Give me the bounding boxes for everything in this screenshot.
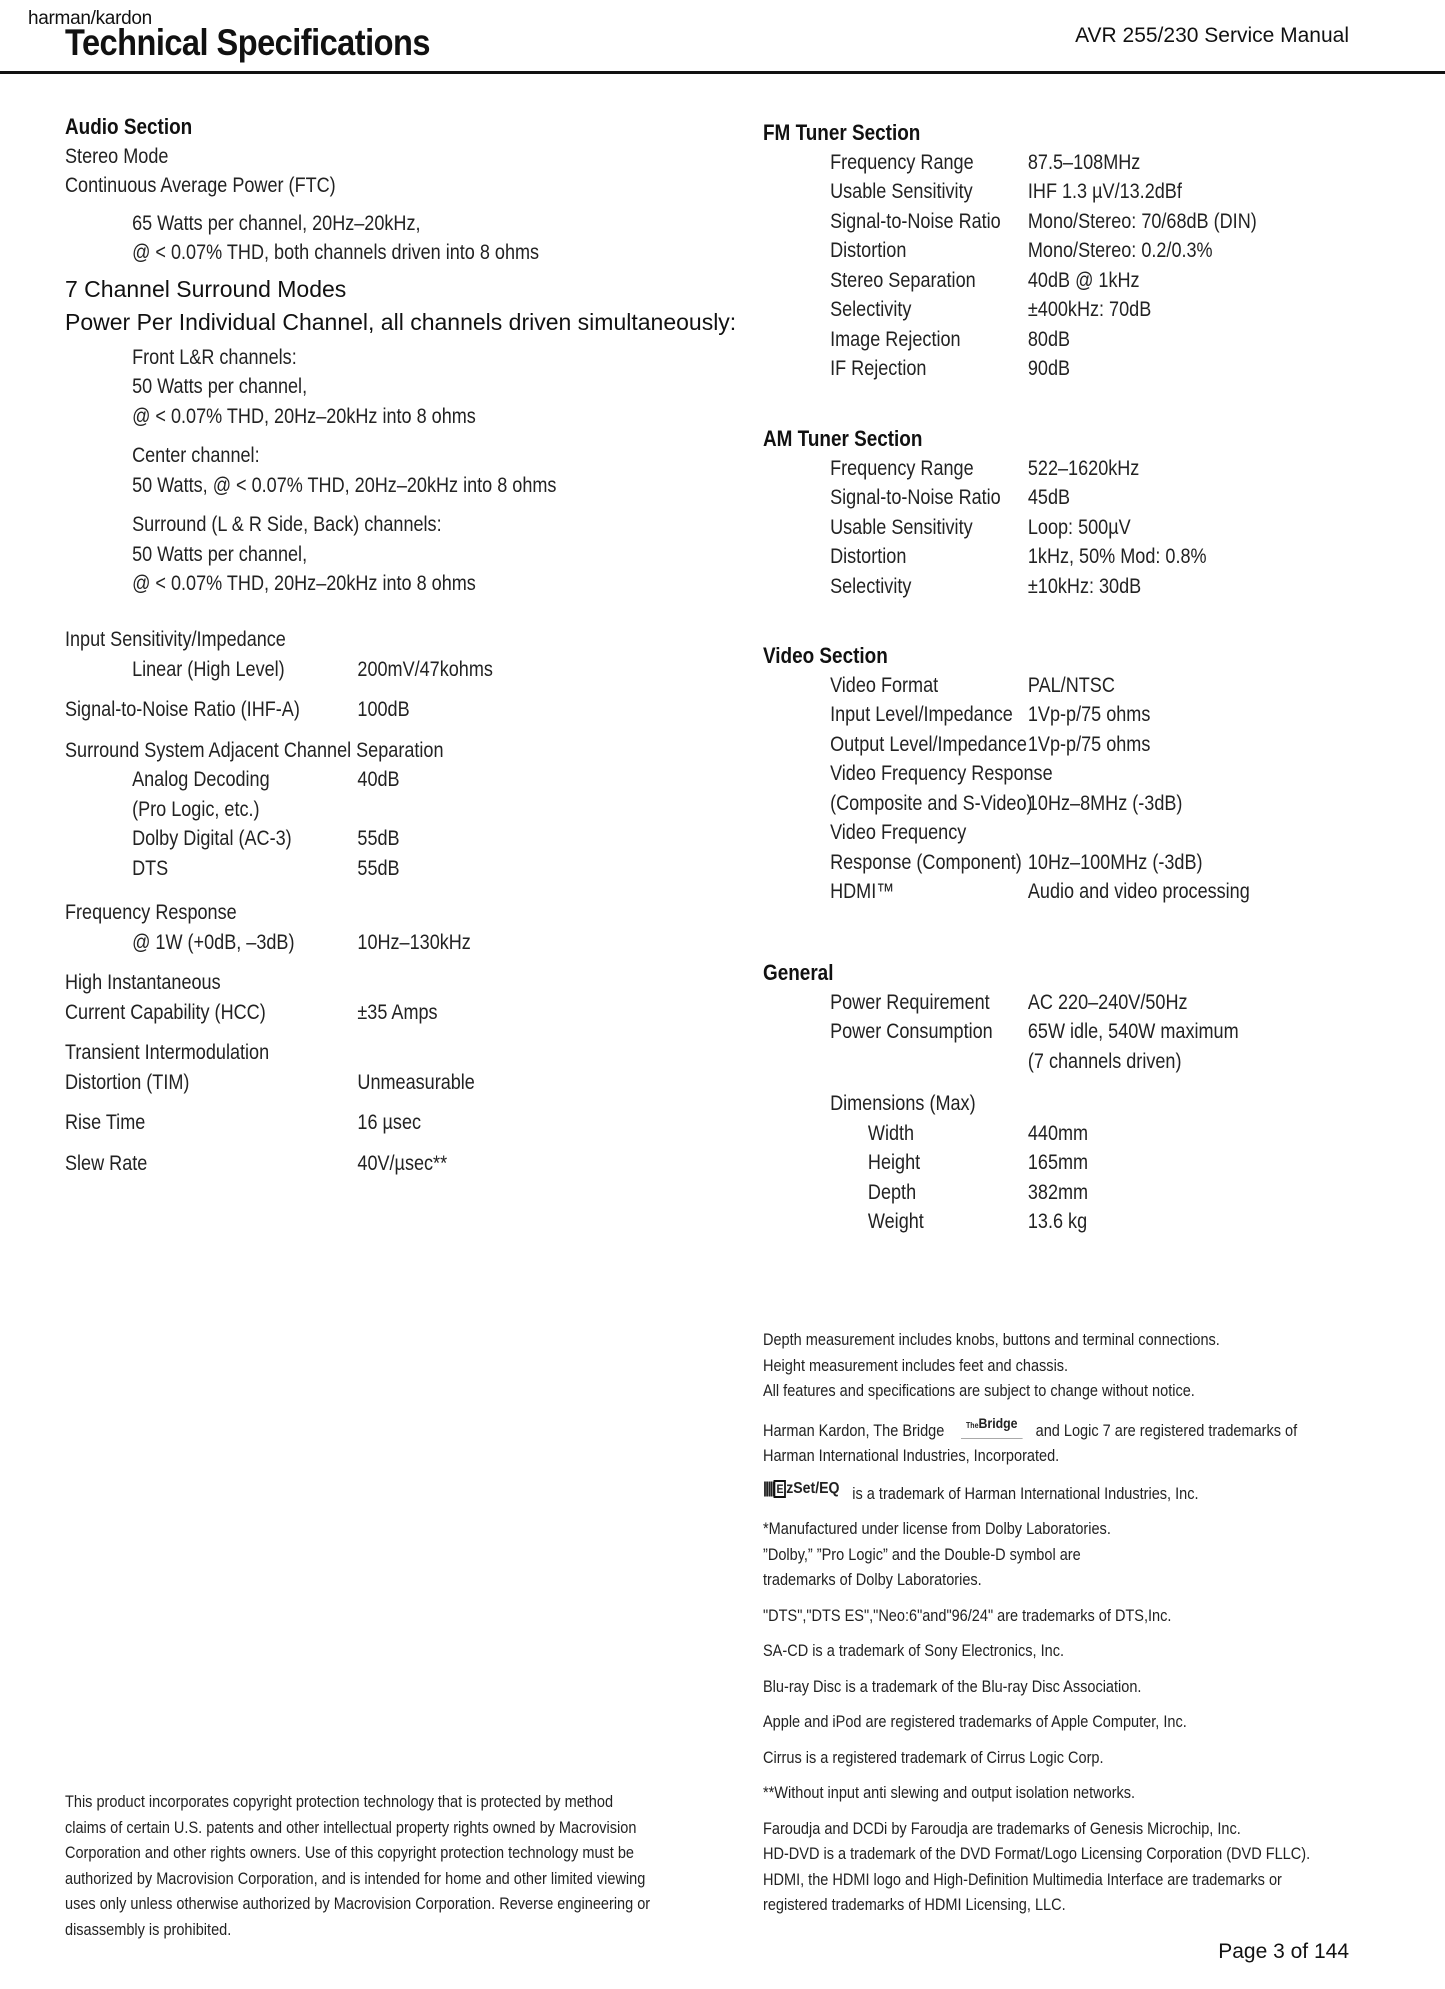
spec-row: Weight 13.6 kg [867, 1210, 1088, 1233]
stereo-power-line-2: @ < 0.07% THD, both channels driven into 8 ohms [132, 241, 540, 264]
note-sacd: SA-CD is a trademark of Sony Electronics, Inc. [763, 1642, 1065, 1660]
spec-row: Image Rejection 80dB [830, 327, 1071, 351]
bridge-logo-icon: TheBridge [961, 1411, 1023, 1440]
spec-row: Video Frequency [830, 821, 967, 844]
footnotes [763, 1328, 1423, 1919]
spec-row: HDMI™ Audio and video processing [830, 880, 1250, 903]
stereo-mode: Stereo Mode [65, 144, 169, 168]
note-dolby-3: trademarks of Dolby Laboratories. [763, 1571, 982, 1589]
note-bridge: Harman Kardon, The Bridge TheBridge and Logic 7 are registered trademarks of [763, 1411, 1344, 1445]
fm-heading: FM Tuner Section [763, 120, 921, 145]
spec-row: Usable Sensitivity Loop: 500µV [830, 515, 1131, 539]
spec-row: Signal-to-Noise Ratio Mono/Stereo: 70/68dB (DIN) [830, 209, 1257, 233]
spec-row: Selectivity ±10kHz: 30dB [830, 574, 1142, 598]
surround-heading: 7 Channel Surround Modes [65, 275, 347, 302]
page-number: Page 3 of 144 [1218, 1940, 1349, 1963]
note-bridge-line-2: Harman International Industries, Incorporated. [763, 1447, 1060, 1465]
center-line-1: Center channel: [132, 444, 260, 467]
header-divider [0, 71, 1445, 74]
spec-row: Selectivity ±400kHz: 70dB [830, 298, 1152, 321]
note-apple: Apple and iPod are registered trademarks of Apple Computer, Inc. [763, 1713, 1187, 1731]
fm-tuner-section [763, 118, 1413, 384]
stereo-power-line-1: 65 Watts per channel, 20Hz–20kHz, [132, 211, 421, 235]
general-section [763, 958, 1413, 1237]
spec-row: Distortion 1kHz, 50% Mod: 0.8% [830, 545, 1207, 568]
spec-row: Linear (High Level) 200mV/47kohms [132, 657, 493, 681]
spec-row: Dimensions (Max) [830, 1092, 976, 1115]
spec-row: (Pro Logic, etc.) [132, 797, 260, 821]
tim-line-1: Transient Intermodulation [65, 1041, 270, 1064]
center-line-2: 50 Watts, @ < 0.07% THD, 20Hz–20kHz into 8 ohms [132, 473, 557, 497]
manual-title: AVR 255/230 Service Manual [1075, 24, 1349, 47]
surround-line-2: 50 Watts per channel, [132, 542, 308, 566]
audio-heading: Audio Section [65, 114, 193, 139]
note-ezset: ||||| E zSet/EQ is a trademark of Harman International Industries, Inc. [763, 1476, 1344, 1508]
channel-separation: Surround System Adjacent Channel Separation [65, 738, 444, 762]
surround-subheading: Power Per Individual Channel, all channels driven simultaneously: [65, 308, 737, 335]
front-line-1: Front L&R channels: [132, 345, 297, 369]
note-dolby-2: ”Dolby,” ”Pro Logic” and the Double-D symbol are [763, 1545, 1081, 1564]
note-depth: Depth measurement includes knobs, buttons and terminal connections. [763, 1331, 1220, 1349]
spec-row: Current Capability (HCC) ±35 Amps [65, 1000, 438, 1024]
brand-name: harman/kardon [28, 8, 152, 29]
surround-line-1: Surround (L & R Side, Back) channels: [132, 513, 442, 536]
spec-row: Analog Decoding 40dB [132, 768, 400, 791]
note-dolby-1: *Manufactured under license from Dolby Laboratories. [763, 1520, 1111, 1538]
spec-row: Distortion (TIM) Unmeasurable [65, 1070, 475, 1094]
audio-section [65, 112, 765, 599]
note-cirrus: Cirrus is a registered trademark of Cirrus Logic Corp. [763, 1748, 1104, 1767]
note-hdmi-1: HDMI, the HDMI logo and High-Definition Multimedia Interface are trademarks or [763, 1870, 1282, 1889]
spec-row: Usable Sensitivity IHF 1.3 µV/13.2dBf [830, 180, 1182, 203]
spec-row: Output Level/Impedance 1Vp-p/75 ohms [830, 732, 1151, 756]
spec-row: Height 165mm [867, 1151, 1089, 1174]
hcc-line-1: High Instantaneous [65, 971, 221, 994]
spec-row: Depth 382mm [867, 1180, 1089, 1204]
note-hdmi-2: registered trademarks of HDMI Licensing, LLC. [763, 1896, 1066, 1914]
note-bluray: Blu-ray Disc is a trademark of the Blu-ray Disc Association. [763, 1677, 1142, 1696]
spec-row: @ 1W (+0dB, –3dB) 10Hz–130kHz [132, 930, 471, 954]
front-line-2: 50 Watts per channel, [132, 375, 308, 398]
video-section [763, 641, 1413, 907]
spec-row: Frequency Range 522–1620kHz [830, 456, 1140, 480]
surround-line-3: @ < 0.07% THD, 20Hz–20kHz into 8 ohms [132, 572, 476, 595]
frequency-response: Frequency Response [65, 901, 237, 924]
ezset-logo-icon: ||||| E zSet/EQ [763, 1479, 840, 1497]
spec-row: Slew Rate 40V/µsec** [65, 1151, 448, 1175]
spec-row: Distortion Mono/Stereo: 0.2/0.3% [830, 239, 1213, 262]
spec-row: Stereo Separation 40dB @ 1kHz [830, 268, 1140, 292]
spec-row: Signal-to-Noise Ratio 45dB [830, 486, 1071, 509]
spec-row: Input Level/Impedance 1Vp-p/75 ohms [830, 703, 1151, 726]
video-heading: Video Section [763, 643, 888, 668]
spec-row: Video Format PAL/NTSC [830, 673, 1115, 697]
spec-row: Video Frequency Response [830, 762, 1053, 785]
macrovision-notice: This product incorporates copyright protection technology that is protected by method claims of certain U.S. patents and other intellectual property rights owned by Macrovision Corporation and other rights owners. Use of this copyright protection technology must be authorized by Macrovision Corporation, and is intended for home and other limited viewing uses only unless otherwise authorized by Macrovision Corporation. Reverse engineering or disassembly is prohibited. [65, 1793, 651, 1939]
note-dts: "DTS","DTS ES","Neo:6"and"96/24" are trademarks of DTS,Inc. [763, 1606, 1172, 1625]
continuous-power: Continuous Average Power (FTC) [65, 174, 336, 197]
spec-row: DTS 55dB [132, 856, 400, 880]
am-tuner-section [763, 424, 1413, 601]
spec-row: Power Consumption 65W idle, 540W maximum [830, 1020, 1239, 1043]
spec-row: Dolby Digital (AC-3) 55dB [132, 827, 400, 850]
page-title: Technical Specifications [65, 22, 430, 63]
front-line-3: @ < 0.07% THD, 20Hz–20kHz into 8 ohms [132, 404, 476, 428]
spec-row: IF Rejection 90dB [830, 357, 1071, 380]
spec-row: Frequency Range 87.5–108MHz [830, 150, 1141, 174]
note-change: All features and specifications are subject to change without notice. [763, 1382, 1195, 1400]
spec-row: Rise Time 16 µsec [65, 1111, 422, 1134]
spec-row: Response (Component) 10Hz–100MHz (-3dB) [830, 850, 1203, 874]
general-heading: General [763, 960, 834, 985]
spec-row: (7 channels driven) [1027, 1049, 1182, 1073]
am-heading: AM Tuner Section [763, 426, 923, 451]
spec-row: Power Requirement AC 220–240V/50Hz [830, 990, 1188, 1014]
note-hddvd: HD-DVD is a trademark of the DVD Format/Logo Licensing Corporation (DVD FLLC). [763, 1845, 1311, 1863]
spec-row: Width 440mm [867, 1121, 1089, 1145]
audio-specs-table [65, 625, 765, 1178]
spec-row: (Composite and S-Video) 10Hz–8MHz (-3dB) [830, 791, 1183, 815]
note-height: Height measurement includes feet and chassis. [763, 1356, 1069, 1375]
spec-row: Signal-to-Noise Ratio (IHF-A) 100dB [65, 698, 410, 721]
input-sensitivity: Input Sensitivity/Impedance [65, 628, 286, 651]
note-slew: **Without input anti slewing and output isolation networks. [763, 1784, 1136, 1802]
note-faroudja: Faroudja and DCDi by Faroudja are trademarks of Genesis Microchip, Inc. [763, 1819, 1241, 1838]
